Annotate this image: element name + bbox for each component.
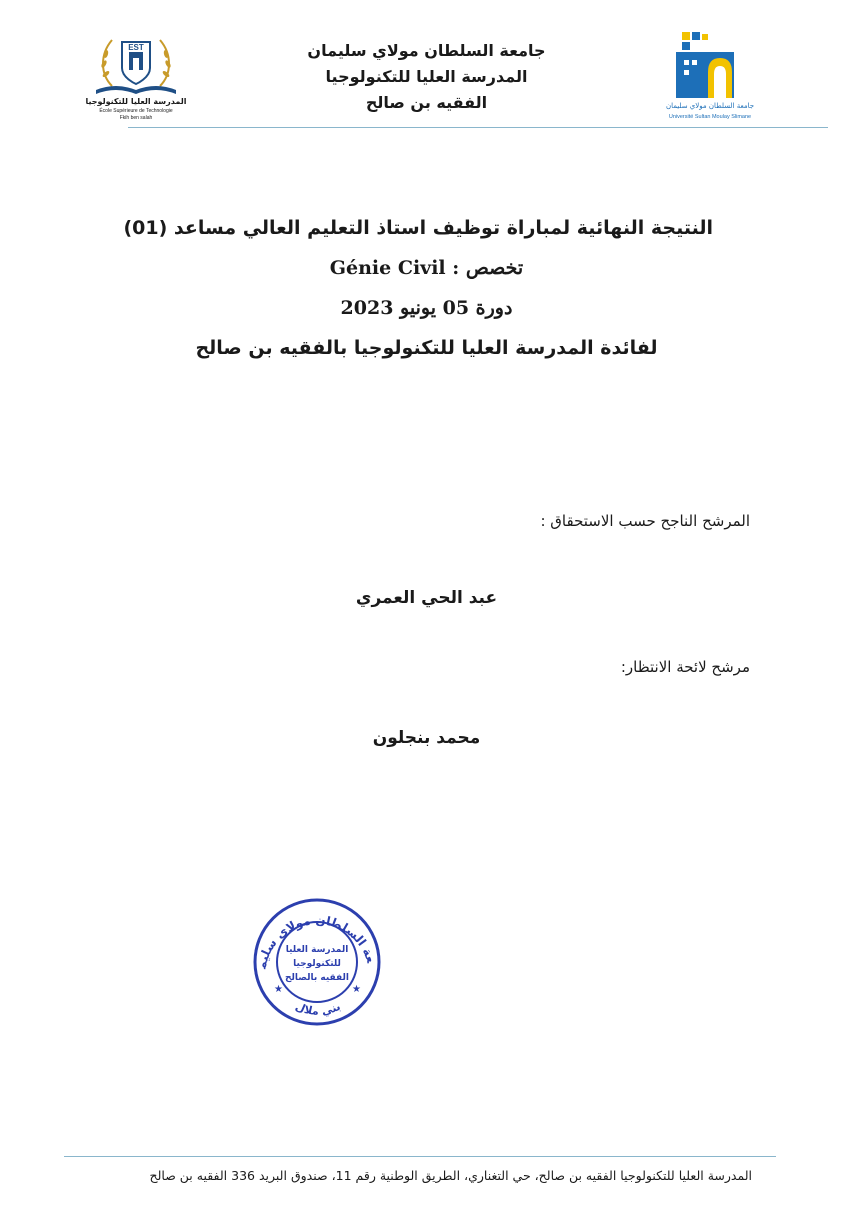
title-line-1: النتيجة النهائية لمباراة توظيف استاذ التعليم العالي مساعد (01) — [123, 217, 713, 239]
stamp-star-left: ★ — [274, 984, 283, 995]
est-badge-text: EST — [128, 43, 144, 52]
school-name: المدرسة العليا للتكنولوجيا — [325, 67, 528, 86]
title-block — [123, 208, 713, 368]
stamp-outer-text: عة السلطان مولاي سليم — [254, 912, 379, 970]
usms-logo-latin: Université Sultan Moulay Slimane — [668, 114, 752, 120]
stamp-inner-line-3: الفقيه بالصالح — [285, 973, 349, 983]
stamp-inner-line-1: المدرسة العليا — [285, 945, 349, 955]
header-divider — [128, 127, 828, 128]
title-line-2: تخصص : Génie Civil — [329, 257, 524, 279]
est-logo-french: École Supérieure de Technologie — [99, 108, 173, 114]
header-block — [230, 38, 623, 116]
stamp-inner-line-2: للتكنولوجيا — [293, 959, 341, 969]
waitlist-label: مرشح لائحة الانتظار: — [620, 658, 750, 676]
usms-logo — [656, 28, 764, 122]
university-name: جامعة السلطان مولاي سليمان — [307, 41, 546, 60]
est-logo-arabic: المدرسة العليا للتكنولوجيا — [85, 97, 187, 106]
footer-divider — [64, 1156, 776, 1157]
est-logo — [82, 28, 190, 122]
stamp-star-right: ★ — [352, 984, 361, 995]
usms-logo-arabic: جامعة السلطان مولاي سليمان — [665, 102, 755, 110]
footer-address: المدرسة العليا للتكنولوجيا الفقيه بن صالح، حي التغناري، الطريق الوطنية رقم 11، صندوق البريد 336 الفقيه بن صالح — [149, 1168, 752, 1183]
winner-label: المرشح الناجح حسب الاستحقاق : — [540, 512, 750, 530]
waitlist-name: محمد بنجلون — [372, 728, 481, 748]
stamp-bottom-text: بني ملال — [293, 999, 343, 1018]
official-stamp — [252, 896, 382, 1028]
city-name: الفقيه بن صالح — [365, 93, 488, 112]
winner-name: عبد الحي العمري — [355, 588, 498, 608]
title-line-4: لفائدة المدرسة العليا للتكنولوجيا بالفقيه بن صالح — [195, 337, 658, 359]
title-line-3: دورة 05 يونيو 2023 — [340, 297, 513, 319]
est-logo-place: Fkih ben salah — [119, 115, 153, 121]
